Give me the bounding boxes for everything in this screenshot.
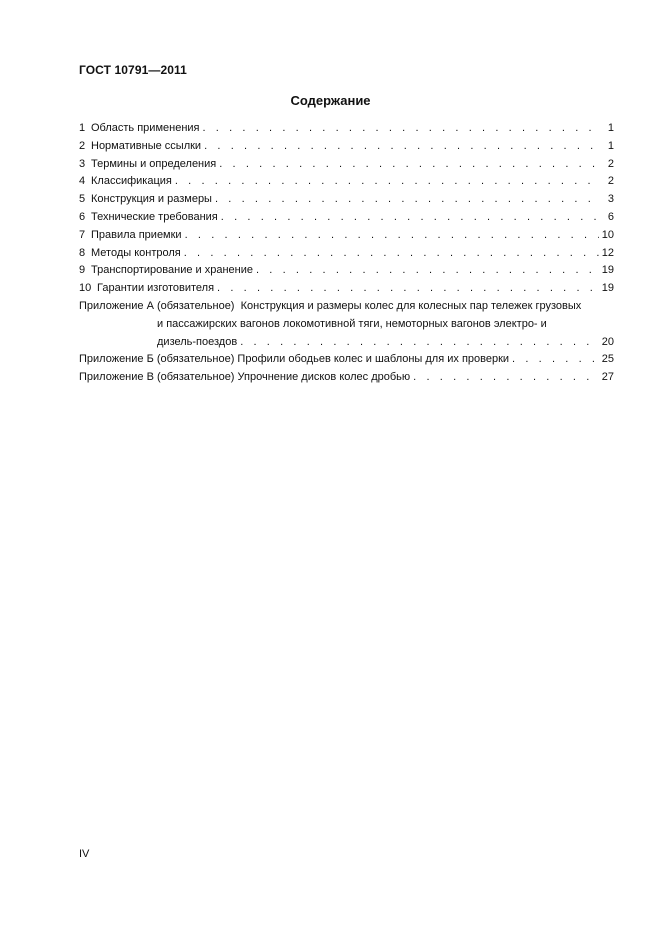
toc-item-label: Термины и определения: [91, 157, 217, 170]
toc-item-number: 8: [79, 246, 86, 259]
toc-item-page: 27: [601, 371, 614, 384]
appendix-line: [79, 334, 614, 352]
toc-item-label: Методы контроля: [91, 246, 181, 259]
toc-appendix-a[interactable]: [79, 298, 614, 351]
toc-item-label: Транспортирование и хранение: [91, 264, 253, 277]
toc-item-10[interactable]: [79, 280, 614, 298]
appendix-title-line2: и пассажирских вагонов локомотивной тяги, немоторных вагонов электро- и: [157, 317, 547, 330]
toc-item-label: Конструкция и размеры: [91, 193, 212, 206]
toc-leader-dots: [217, 280, 599, 298]
appendix-prefix: Приложение В (обязательное): [79, 371, 235, 384]
toc-leader-dots: [413, 369, 599, 387]
appendix-title: Упрочнение дисков колес дробью: [237, 371, 411, 384]
toc-item-page: 19: [601, 282, 614, 295]
toc-appendix-c[interactable]: [79, 369, 614, 387]
toc-item-2[interactable]: [79, 138, 614, 156]
toc-leader-dots: [240, 334, 599, 352]
toc-appendix-b[interactable]: [79, 351, 614, 369]
toc-leader-dots: [184, 245, 599, 263]
toc-leader-dots: [219, 156, 601, 174]
page-number: IV: [79, 848, 90, 860]
toc-item-page: 12: [601, 246, 614, 259]
toc-item-label: Гарантии изготовителя: [97, 282, 215, 295]
appendix-prefix: Приложение Б (обязательное): [79, 353, 235, 366]
toc-item-number: 9: [79, 264, 86, 277]
toc-item-page: 1: [607, 122, 614, 134]
toc-item-label: Классификация: [91, 175, 172, 188]
toc-item-page: 10: [601, 228, 614, 241]
toc-leader-dots: [221, 209, 601, 227]
toc-item-7[interactable]: [79, 227, 614, 245]
toc-item-number: 2: [79, 139, 86, 152]
toc-leader-dots: [512, 351, 599, 369]
appendix-title-line3: дизель-поездов: [157, 335, 238, 348]
toc-item-label: Технические требования: [91, 210, 218, 223]
toc-item-number: 5: [79, 193, 86, 206]
toc-item-number: 4: [79, 175, 86, 188]
appendix-line: [79, 316, 614, 334]
toc-item-3[interactable]: [79, 156, 614, 174]
toc-item-9[interactable]: [79, 262, 614, 280]
toc-item-page: 20: [601, 335, 614, 348]
toc-leader-dots: [175, 173, 601, 191]
appendix-title-line1: Конструкция и размеры колес для колесных пар тележек грузовых: [240, 299, 582, 312]
toc-item-page: 1: [607, 139, 614, 152]
appendix-prefix: Приложение А (обязательное): [79, 299, 235, 312]
toc-item-label: Нормативные ссылки: [91, 139, 202, 152]
toc-item-page: 2: [607, 175, 614, 188]
toc-leader-dots: [256, 262, 599, 280]
document-header: ГОСТ 10791—2011: [79, 63, 187, 77]
table-of-contents: [79, 120, 614, 387]
toc-item-number: 7: [79, 228, 86, 241]
toc-item-page: 19: [601, 264, 614, 277]
toc-leader-dots: [204, 138, 601, 156]
toc-item-page: 25: [601, 353, 614, 366]
toc-item-label: Правила приемки: [91, 228, 182, 241]
toc-item-5[interactable]: [79, 191, 614, 209]
toc-item-page: 6: [607, 210, 614, 223]
toc-item-8[interactable]: [79, 245, 614, 263]
toc-item-1[interactable]: [79, 120, 614, 138]
appendix-title: Профили ободьев колес и шаблоны для их проверки: [237, 353, 510, 366]
toc-item-6[interactable]: [79, 209, 614, 227]
toc-item-label: Область применения: [91, 122, 200, 134]
toc-leader-dots: [215, 191, 601, 209]
appendix-line: [79, 298, 614, 316]
toc-item-number: 3: [79, 157, 86, 170]
toc-leader-dots: [185, 227, 599, 245]
toc-leader-dots: [203, 120, 602, 138]
toc-item-number: 1: [79, 122, 86, 134]
toc-item-4[interactable]: [79, 173, 614, 191]
toc-item-number: 10: [79, 282, 92, 295]
page-title: Содержание: [290, 93, 371, 108]
toc-item-page: 2: [607, 157, 614, 170]
toc-item-page: 3: [607, 193, 614, 206]
toc-item-number: 6: [79, 210, 86, 223]
